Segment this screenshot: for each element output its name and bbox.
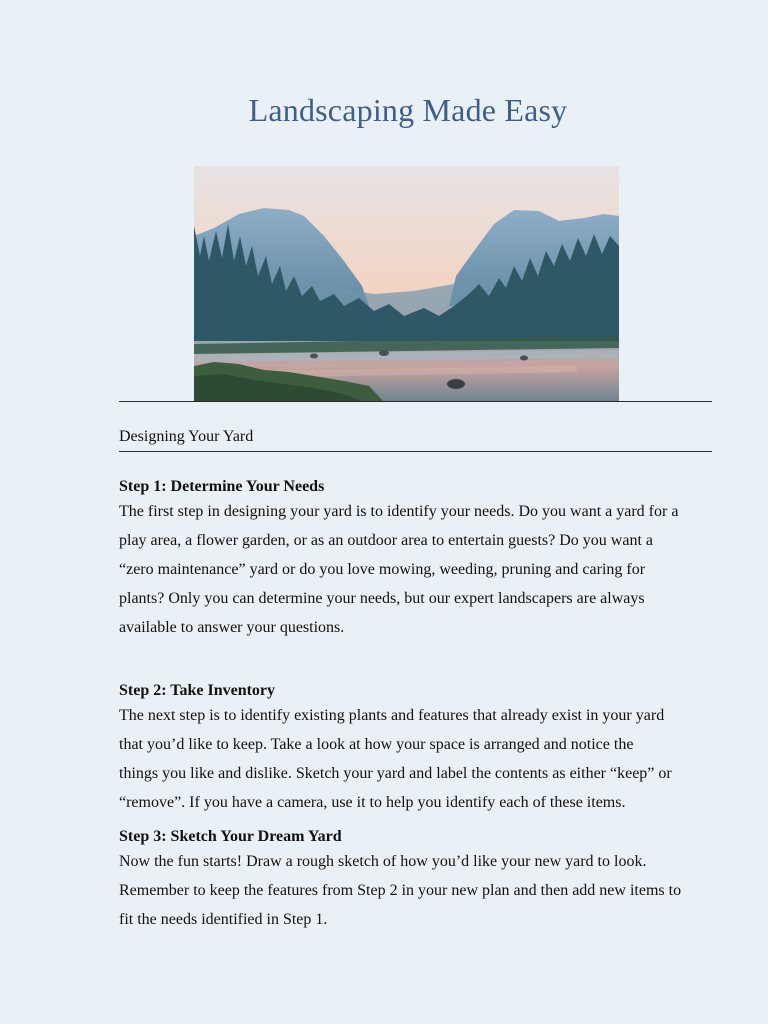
document-title: Landscaping Made Easy	[248, 92, 568, 128]
step-2-body: The next step is to identify existing plants and features that already exist in your yard that you’d like to keep. Take a look at how your space is arranged and notice the things you like and dislike. Sketch your yard and label the contents as either “keep” or “remove”. If you have a camera, use it to help you identify each of these items.	[119, 707, 672, 811]
section-heading: Designing Your Yard	[119, 428, 254, 445]
step-2	[119, 681, 709, 817]
top-divider	[119, 401, 712, 402]
landscape-photo	[194, 166, 619, 402]
section-divider	[119, 451, 712, 452]
step-1	[119, 477, 709, 642]
step-3	[119, 827, 709, 934]
step-3-title: Step 3: Sketch Your Dream Yard	[119, 828, 342, 845]
step-1-body: The first step in designing your yard is to identify your needs. Do you want a yard for a play area, a flower garden, or as an outdoor area to entertain guests? Do you want a “zero maintenance” yard or do you love mowing, weeding, pruning and caring for plants? Only you can determine your needs, but our expert landscapers are always available to answer your questions.	[119, 503, 679, 636]
landscape-photo-image	[194, 166, 619, 402]
step-3-body: Now the fun starts! Draw a rough sketch of how you’d like your new yard to look. Remember to keep the features from Step 2 in your new plan and then add new items to fit the needs identified in Step 1.	[119, 853, 682, 928]
step-1-title: Step 1: Determine Your Needs	[119, 478, 325, 495]
step-2-title: Step 2: Take Inventory	[119, 682, 276, 699]
